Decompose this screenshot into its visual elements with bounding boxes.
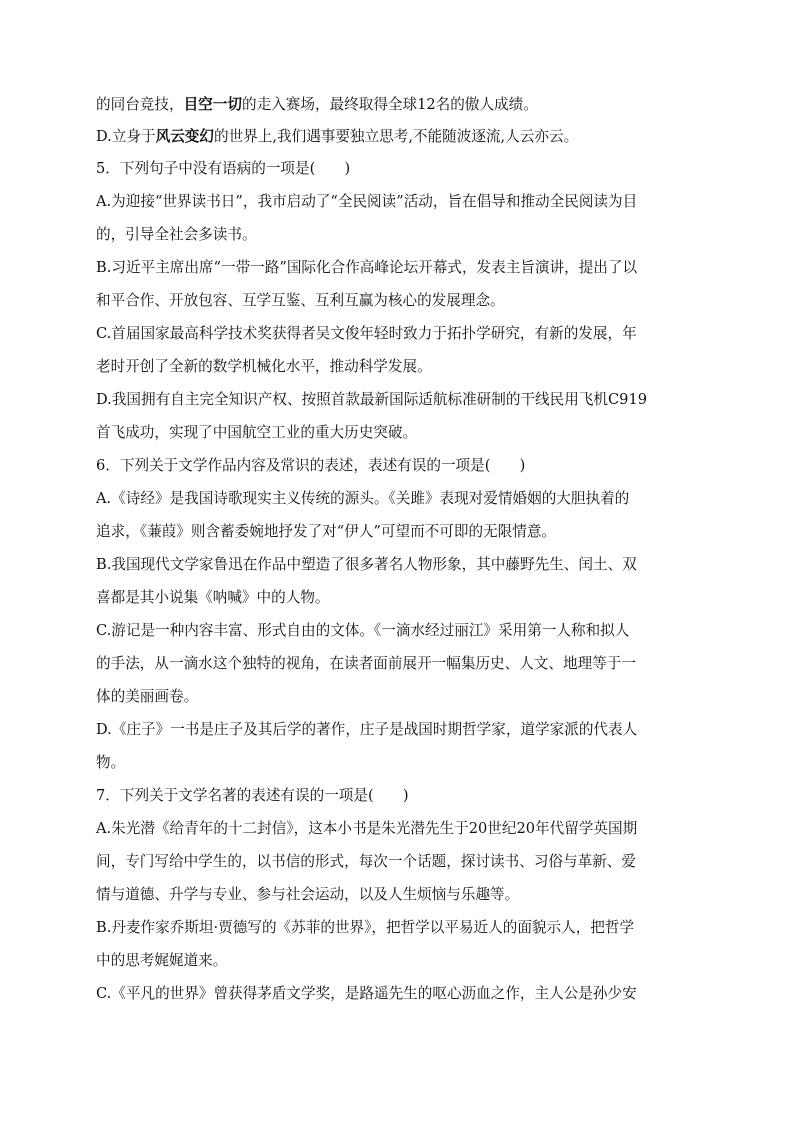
question-5-stem: 5．下列句子中没有语病的一项是( ) <box>96 160 351 177</box>
q5-option-a-cont: 的，引导全社会多读书。 <box>96 226 257 243</box>
question-6-stem: 6．下列关于文学作品内容及常识的表述，表述有误的一项是( ) <box>96 457 526 474</box>
q7-option-b-cont: 中的思考娓娓道来。 <box>96 952 228 969</box>
q6-option-b-cont: 喜都是其小说集《呐喊》中的人物。 <box>96 589 330 606</box>
q5-option-b: B.习近平主席出席“一带一路”国际化合作高峰论坛开幕式，发表主旨演讲，提出了以 <box>96 259 638 276</box>
q6-option-d: D.《庄子》一书是庄子及其后学的著作，庄子是战国时期哲学家，道学家派的代表人 <box>96 721 638 738</box>
bold-phrase: 风云变幻 <box>155 128 214 145</box>
q5-option-a: A.为迎接“世界读书日”，我市启动了“全民阅读”活动，旨在倡导和推动全民阅读为目 <box>96 193 638 210</box>
q6-option-d-cont: 物。 <box>96 754 126 771</box>
q5-option-b-cont: 和平合作、开放包容、互学互鉴、互利互赢为核心的发展理念。 <box>96 292 505 309</box>
q5-option-d-cont: 首飞成功，实现了中国航空工业的重大历史突破。 <box>96 424 418 441</box>
text-line: D.立身于风云变幻的世界上,我们遇事要独立思考,不能随波逐流,人云亦云。 <box>96 128 579 145</box>
q5-option-c-cont: 老时开创了全新的数学机械化水平，推动科学发展。 <box>96 358 432 375</box>
q7-option-a-cont2: 情与道德、升学与专业、参与社会运动，以及人生烦恼与乐趣等。 <box>96 886 520 903</box>
q6-option-b: B.我国现代文学家鲁迅在作品中塑造了很多著名人物形象，其中藤野先生、闰土、双 <box>96 556 637 573</box>
q7-option-c: C.《平凡的世界》曾获得茅盾文学奖，是路遥先生的呕心沥血之作，主人公是孙少安 <box>96 985 637 1002</box>
q6-option-a-cont: 追求，《蒹葭》则含蓄委婉地抒发了对“伊人”可望而不可即的无限情意。 <box>96 523 557 540</box>
q6-option-c: C.游记是一种内容丰富、形式自由的文体。《一滴水经过丽江》采用第一人称和拟人 <box>96 622 630 639</box>
q5-option-d: D.我国拥有自主完全知识产权、按照首款最新国际适航标准研制的干线民用飞机C919 <box>96 391 648 408</box>
q7-option-b: B.丹麦作家乔斯坦·贾德写的《苏菲的世界》，把哲学以平易近人的面貌示人，把哲学 <box>96 919 635 936</box>
q6-option-c-cont: 的手法，从一滴水这个独特的视角，在读者面前展开一幅集历史、人文、地理等于一 <box>96 655 636 672</box>
q6-option-a: A.《诗经》是我国诗歌现实主义传统的源头。《关雎》表现对爱情婚姻的大胆执着的 <box>96 490 630 507</box>
question-7-stem: 7．下列关于文学名著的表述有误的一项是( ) <box>96 787 409 804</box>
q6-option-c-cont2: 体的美丽画卷。 <box>96 688 199 705</box>
q7-option-a: A.朱光潜《给青年的十二封信》，这本小书是朱光潜先生于20世纪20年代留学英国期 <box>96 820 638 837</box>
q5-option-c: C.首届国家最高科学技术奖获得者吴文俊年轻时致力于拓扑学研究，有新的发展，年 <box>96 325 637 342</box>
q7-option-a-cont: 间，专门写给中学生的，以书信的形式，每次一个话题，探讨读书、习俗与革新、爱 <box>96 853 636 870</box>
bold-phrase: 目空一切 <box>183 96 242 113</box>
text-line: 的同台竞技，目空一切的走入赛场，最终取得全球12名的傲人成绩。 <box>96 96 538 113</box>
